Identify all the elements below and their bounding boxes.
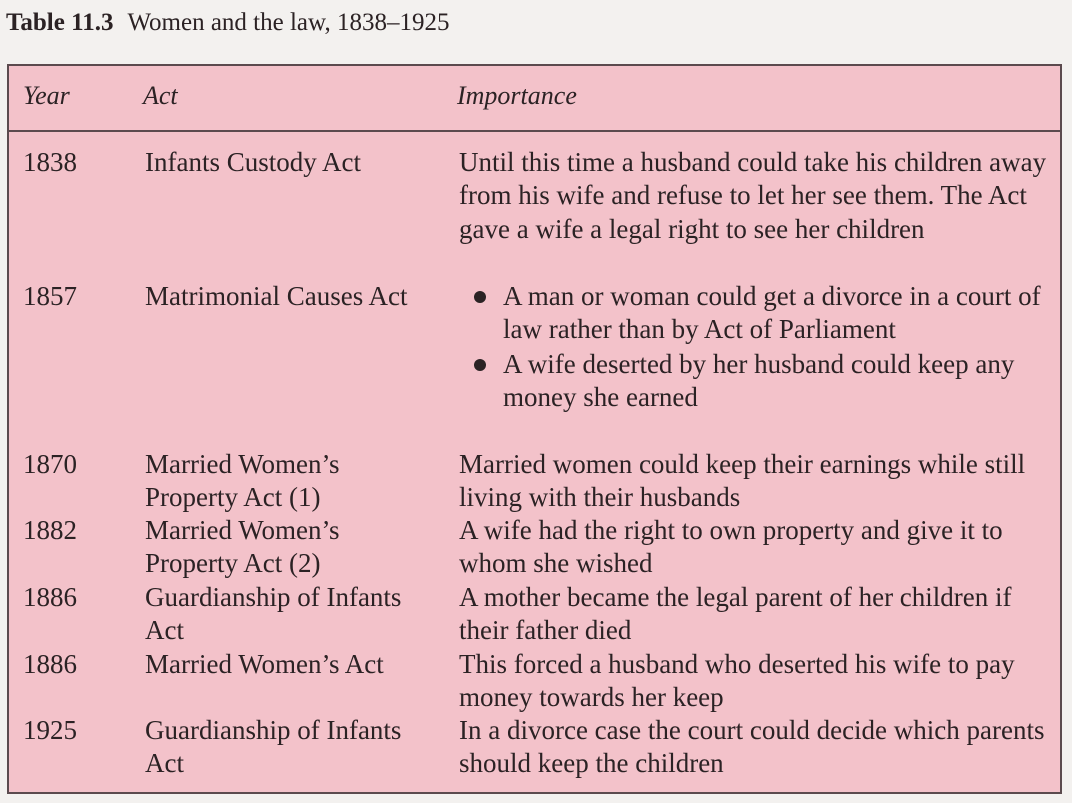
table-row [9, 514, 1060, 581]
year-cell: 1838 [23, 147, 77, 177]
table-row [9, 648, 1060, 714]
table-caption [6, 8, 449, 38]
table-number: Table 11.3 [6, 9, 114, 36]
importance-cell: A mother became the legal parent of her children if their father died [459, 582, 1012, 646]
year-cell: 1882 [23, 515, 77, 545]
importance-cell: This forced a husband who deserted his wife to pay money towards her keep [459, 649, 1015, 713]
act-cell: Matrimonial Causes Act [145, 281, 408, 311]
act-cell: Married Women’s Act [145, 649, 384, 679]
table-row [9, 714, 1060, 782]
table-header-row [9, 66, 1060, 132]
year-cell: 1925 [23, 715, 77, 745]
importance-bullet-list [459, 280, 1059, 414]
act-cell: Married Women’s Property Act (2) [145, 515, 340, 579]
year-cell: 1886 [23, 582, 77, 612]
year-cell: 1870 [23, 449, 77, 479]
act-cell: Guardianship of Infants Act [145, 582, 402, 646]
year-cell: 1886 [23, 649, 77, 679]
law-table [7, 64, 1062, 794]
bullet-item: A man or woman could get a divorce in a court of law rather than by Act of Parliament [459, 280, 1059, 347]
table-row [9, 280, 1060, 448]
table-row [9, 448, 1060, 514]
act-cell: Married Women’s Property Act (1) [145, 449, 340, 513]
act-cell: Infants Custody Act [145, 147, 361, 177]
year-cell: 1857 [23, 281, 77, 311]
bullet-item: A wife deserted by her husband could keep any money she earned [459, 348, 1059, 415]
header-importance: Importance [457, 81, 577, 110]
importance-cell: In a divorce case the court could decide which parents should keep the children [459, 715, 1045, 779]
table-row [9, 146, 1060, 280]
act-cell: Guardianship of Infants Act [145, 715, 402, 779]
importance-cell: A wife had the right to own property and give it to whom she wished [459, 515, 1003, 579]
table-title: Women and the law, 1838–1925 [127, 9, 450, 36]
header-year: Year [23, 81, 70, 110]
header-act: Act [143, 81, 178, 110]
table-body [9, 146, 1060, 782]
importance-cell: Until this time a husband could take his children away from his wife and refuse to let her see them. The Act gave a wife a legal right to see her children [459, 147, 1047, 244]
table-row [9, 581, 1060, 648]
importance-cell: Married women could keep their earnings while still living with their husbands [459, 449, 1026, 513]
